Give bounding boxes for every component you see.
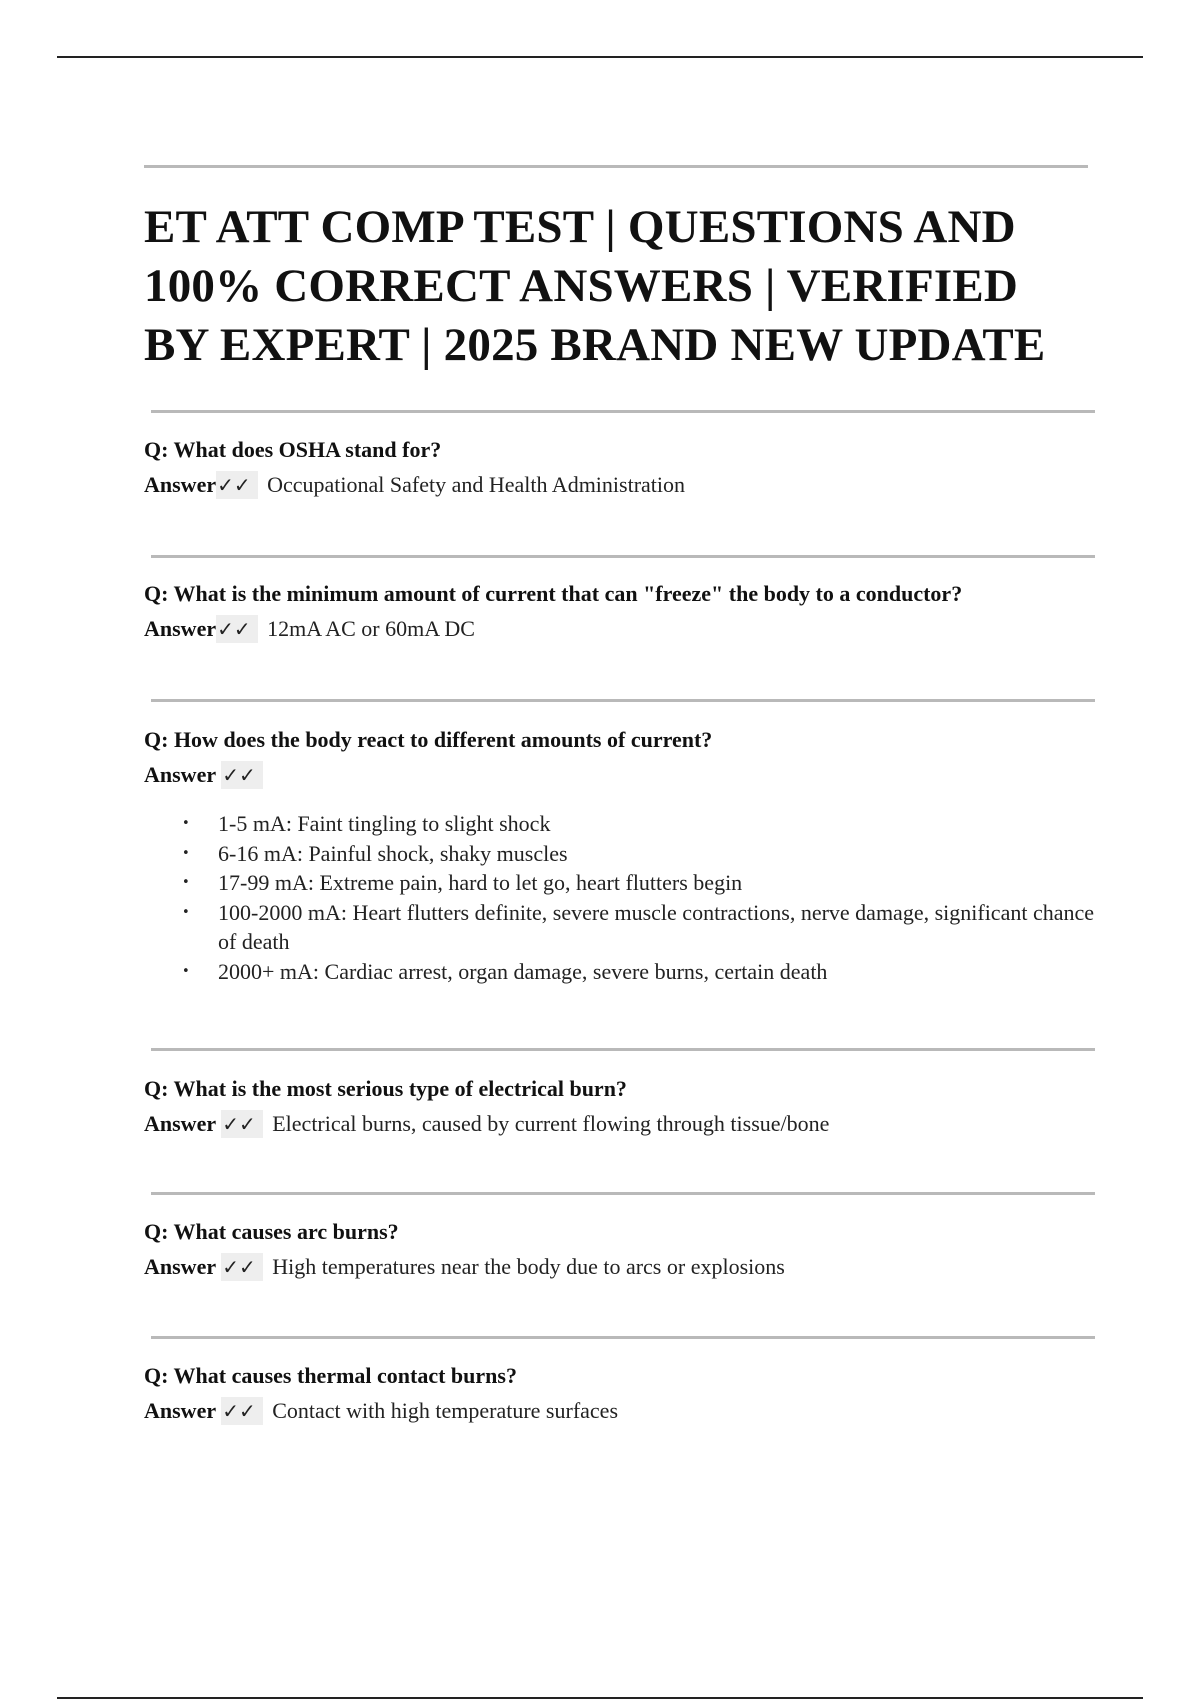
list-item-text: 6-16 mA: Painful shock, shaky muscles [218,840,568,866]
answer-line [144,1253,1104,1281]
qa-item-arc-burns [144,1218,1104,1281]
bullet-icon: • [182,904,190,920]
current-effects-list [144,809,1104,986]
list-item-text: 1-5 mA: Faint tingling to slight shock [218,811,551,836]
answer-line [144,1110,1104,1138]
double-check-icon: ✓✓ [221,761,263,789]
list-item [144,839,1104,869]
answer-label: Answer [144,1111,222,1136]
list-item [144,868,1104,898]
double-check-icon: ✓✓ [216,615,258,643]
list-item [144,898,1104,957]
page-top-border [57,56,1143,58]
question-text: Q: What causes arc burns? [144,1219,399,1244]
list-item [144,957,1104,987]
answer-text: High temperatures near the body due to arcs or explosions [272,1254,785,1279]
document-title: ET ATT COMP TEST | QUESTIONS AND 100% CORRECT ANSWERS | VERIFIED BY EXPERT | 2025 BRAND NEW UPDATE [144,201,1046,371]
answer-line [144,1397,1104,1425]
question-text: Q: How does the body react to different amounts of current? [144,727,713,752]
list-item [144,809,1104,839]
list-item-text: 17-99 mA: Extreme pain, hard to let go, heart flutters begin [218,870,743,895]
section-divider [151,699,1095,702]
bullet-icon: • [182,875,190,890]
answer-line [144,761,1104,789]
double-check-icon: ✓✓ [221,1397,263,1425]
section-divider [151,1048,1095,1051]
answer-label: Answer [144,1254,222,1279]
double-check-icon: ✓✓ [216,471,258,499]
list-item-text: 2000+ mA: Cardiac arrest, organ damage, severe burns, certain death [218,958,828,984]
answer-line [144,615,1104,643]
qa-item-freeze-current [144,580,1104,643]
bullet-icon: • [182,845,190,861]
section-divider [151,1192,1095,1195]
page-bottom-border [57,1697,1143,1699]
answer-label: Answer [144,1398,222,1423]
title-top-divider [144,165,1088,168]
answer-label: Answer [144,762,222,787]
section-divider [151,555,1095,558]
qa-item-thermal-burns [144,1362,1104,1425]
question-text: Q: What does OSHA stand for? [144,437,442,462]
qa-item-body-reaction [144,726,1104,986]
answer-text: Occupational Safety and Health Administration [267,472,686,497]
question-text: Q: What is the minimum amount of current that can "freeze" the body to a conductor? [144,581,963,606]
question-text: Q: What is the most serious type of electrical burn? [144,1076,627,1101]
double-check-icon: ✓✓ [221,1110,263,1138]
answer-label: Answer [144,616,217,641]
answer-line [144,471,1104,499]
bullet-icon: • [182,963,190,979]
section-divider [151,1336,1095,1339]
answer-label: Answer [144,472,217,497]
question-text: Q: What causes thermal contact burns? [144,1363,517,1388]
answer-text: Contact with high temperature surfaces [272,1398,619,1423]
qa-item-electrical-burn [144,1075,1104,1138]
double-check-icon: ✓✓ [221,1253,263,1281]
answer-text: 12mA AC or 60mA DC [267,616,475,641]
list-item-text: 100-2000 mA: Heart flutters definite, severe muscle contractions, nerve damage, significant chance of death [218,899,1095,954]
qa-item-osha [144,436,1104,499]
bullet-icon: • [182,816,190,831]
title-bottom-divider [151,410,1095,413]
answer-text: Electrical burns, caused by current flowing through tissue/bone [272,1111,830,1136]
